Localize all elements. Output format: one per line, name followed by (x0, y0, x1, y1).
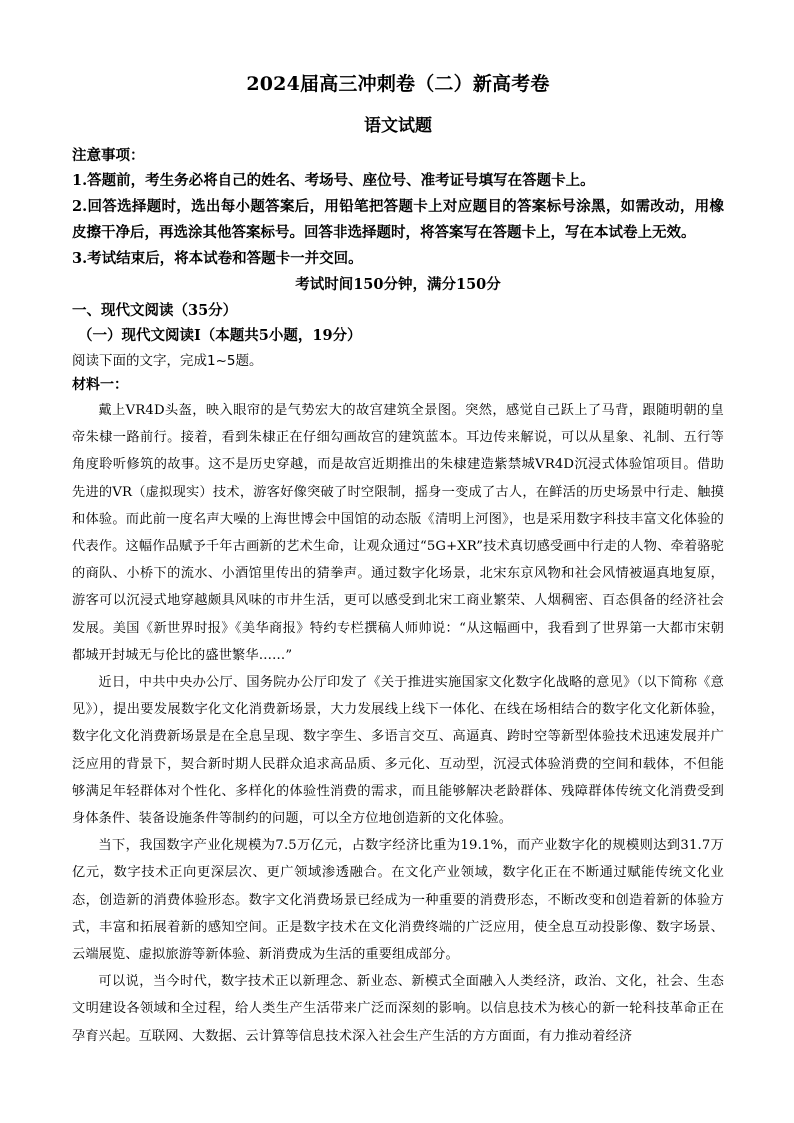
notice-block (72, 144, 724, 272)
notice-item-2: 2.回答选择题时，选出每小题答案后，用铅笔把答题卡上对应题目的答案标号涂黑，如需改动，用橡皮擦干净后，再选涂其他答案标号。回答非选择题时，将答案写在答题卡上，写在本试卷上无效。 (72, 198, 724, 241)
notice-item-3: 3.考试结束后，将本试卷和答题卡一并交回。 (72, 250, 363, 267)
notice-heading: 注意事项： (72, 147, 145, 164)
material-paragraph-3: 当下，我国数字产业化规模为7.5万亿元，占数字经济比重为19.1%，而产业数字化的规模则达到31.7万亿元，数字技术正向更深层次、更广领域渗透融合。在文化产业领域，数字化正在不断通过赋能传统文化业态，创造新的消费体验形态。数字文化消费场景已经成为一种重要的消费形态，不断改变和创造着新的体验方式，丰富和拓展着新的感知空间。正是数字技术在文化消费终端的广泛应用，使全息互动投影像、数字场景、云端展览、虚拟旅游等新体验、新消费成为生活的重要组成部分。 (72, 838, 724, 963)
exam-main-title: 2024届高三冲刺卷（二）新高考卷 (246, 73, 550, 95)
material-label: 材料一： (72, 377, 128, 393)
subject-title: 语文试题 (364, 116, 432, 136)
material-paragraph-2: 近日，中共中央办公厅、国务院办公厅印发了《关于推进实施国家文化数字化战略的意见》（以下简称《意见》），提出要发展数字化文化消费新场景，大力发展线上线下一体化、在线在场相结合的数字化文化新体验，数字化文化消费新场景是在全息呈现、数字孪生、多语言交互、高逼真、跨时空等新型体验技术迅速发展并广泛应用的背景下，契合新时期人民群众追求高品质、多元化、互动型，沉浸式体验消费的空间和载体，不但能够满足年轻群体对个性化、多样化的体验性消费的需求，而且能够解决老龄群体、残障群体传统文化消费受到身体条件、装备设施条件等制约的问题，可以全方位地创造新的文化体验。 (72, 675, 724, 827)
exam-time-info: 考试时间150分钟，满分150分 (295, 276, 501, 293)
notice-item-1: 1.答题前，考生务必将自己的姓名、考场号、座位号、准考证号填写在答题卡上。 (72, 172, 595, 189)
subsection-title: （一）现代文阅读Ⅰ（本题共5小题，19分） (78, 327, 362, 344)
section-title: 一、现代文阅读（35分） (72, 302, 238, 319)
material-text (72, 397, 724, 1050)
material-paragraph-4: 可以说，当今时代，数字技术正以新理念、新业态、新模式全面融入人类经济，政治、文化，社会、生态文明建设各领域和全过程，给人类生产生活带来广泛而深刻的影响。以信息技术为核心的新一轮科技革命正在孕育兴起。互联网、大数据、云计算等信息技术深入社会生产生活的方方面面，有力推动着经济 (72, 974, 724, 1044)
reading-instruction: 阅读下面的文字，完成1~5题。 (72, 353, 263, 369)
material-paragraph-1: 戴上VR4D头盔，映入眼帘的是气势宏大的故宫建筑全景图。突然，感觉自己跃上了马背，跟随明朝的皇帝朱棣一路前行。接着，看到朱棣正在仔细勾画故宫的建筑蓝本。耳边传来解说，可以从星象、礼制、五行等角度聆听修筑的故事。这不是历史穿越，而是故宫近期推出的朱棣建造紫禁城VR4D沉浸式体验馆项目。借助先进的VR（虚拟现实）技术，游客好像突破了时空限制，摇身一变成了古人，在鲜活的历史场景中行走、触摸和体验。而此前一度名声大噪的上海世博会中国馆的动态版《清明上河图》，也是采用数字科技丰富文化体验的代表作。这幅作品赋予千年古画新的艺术生命，让观众通过“5G+XR”技术真切感受画中行走的人物、牵着骆驼的商队、小桥下的流水、小酒馆里传出的猜拳声。通过数字化场景，北宋东京风物和社会风情被逼真地复原，游客可以沉浸式地穿越颇具风味的市井生活，更可以感受到北宋工商业繁荣、人烟稠密、百态俱备的经济社会发展。美国《新世界时报》《美华商报》特约专栏撰稿人师帅说：“从这幅画中，我看到了世界第一大都市宋朝都城开封城无与伦比的盛世繁华……” (72, 403, 724, 663)
